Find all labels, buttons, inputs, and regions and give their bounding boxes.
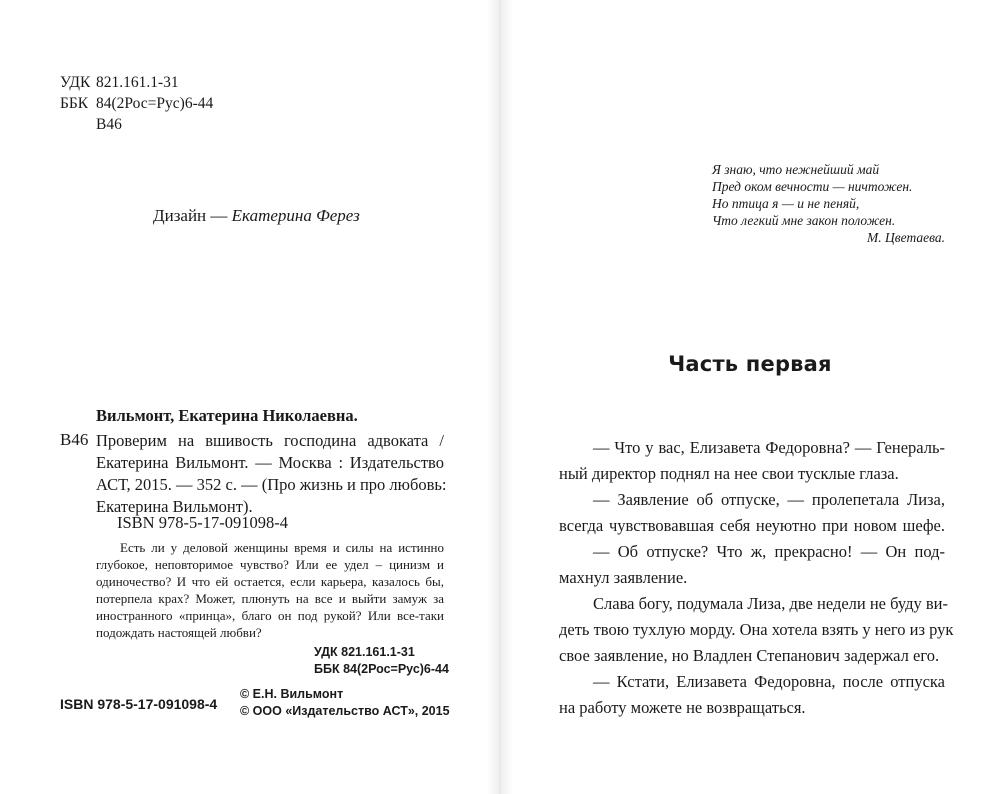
catalog-author: Вильмонт, Екатерина Николаевна. — [96, 406, 358, 425]
designer-name: Екатерина Ферез — [231, 206, 360, 225]
paragraph-line: — Кстати, Елизавета Федоровна, после отпуска — [593, 672, 945, 691]
epigraph-author: М. Цветаева. — [867, 230, 945, 245]
udk-value: 821.161.1-31 — [96, 74, 179, 91]
annotation-line: иностранного «принца», благо он под рукой? Или все-таки — [96, 608, 444, 623]
bbk-value: 84(2Рос=Рус)6-44 — [96, 95, 214, 112]
paragraph-line: — Об отпуске? Что ж, прекрасно! — Он под- — [593, 542, 945, 561]
copyright-author: © Е.Н. Вильмонт — [240, 687, 344, 701]
footer-codes — [314, 644, 449, 678]
isbn-line: ISBN 978-5-17-091098-4 — [117, 513, 288, 532]
annotation-line: глубокое, неповторимое чувство? Или ее удел – цинизм и — [96, 557, 444, 572]
paragraph-line: на работу можете не возвращаться. — [559, 698, 806, 717]
bibliographic-description — [96, 430, 447, 518]
annotation-line: одиночество? И что ей остается, если карьера, казалось бы, — [96, 574, 444, 589]
copyright-publisher: © ООО «Издательство АСТ», 2015 — [240, 704, 450, 718]
udk-label: УДК — [60, 74, 91, 91]
paragraph-line: махнул заявление. — [559, 568, 688, 587]
biblio-line: Проверим на вшивость господина адвоката / — [96, 431, 444, 450]
paragraph-line: всегда чувствовавшая себя неуютно при новом шефе. — [559, 516, 945, 535]
epigraph-line: Пред оком вечности — ничтожен. — [712, 179, 913, 194]
paragraph-line: Слава богу, подумала Лиза, две недели не буду ви- — [593, 594, 948, 613]
chapter-heading: Часть первая — [668, 352, 832, 376]
paragraph-line: ный директор поднял на нее свои тусклые глаза. — [559, 464, 899, 483]
footer-bbk: ББК 84(2Рос=Рус)6-44 — [314, 662, 449, 676]
annotation-line: Есть ли у деловой женщины время и силы на истинно — [120, 540, 444, 555]
biblio-line: АСТ, 2015. — 352 с. — (Про жизнь и про любовь: — [96, 475, 447, 494]
annotation — [96, 539, 444, 641]
paragraph-line: — Заявление об отпуске, — пролепетала Лиза, — [593, 490, 945, 509]
paragraph-line: — Что у вас, Елизавета Федоровна? — Генераль- — [593, 438, 945, 457]
design-credit — [153, 206, 360, 226]
paragraph-line: свое заявление, но Владлен Степанович задержал его. — [559, 646, 940, 665]
design-prefix: Дизайн — — [153, 206, 228, 225]
classification-codes — [60, 72, 213, 135]
epigraph-line: Я знаю, что нежнейший май — [712, 162, 880, 177]
copyright-block — [240, 686, 450, 720]
epigraph-line: Но птица я — и не пеняй, — [712, 196, 860, 211]
bbk-label: ББК — [60, 95, 89, 112]
epigraph-line: Что легкий мне закон положен. — [712, 213, 896, 228]
right-page — [500, 0, 1000, 794]
biblio-line: Екатерина Вильмонт). — [96, 497, 253, 516]
author-code: В46 — [96, 116, 122, 133]
epigraph — [712, 161, 945, 246]
book-gutter — [486, 0, 514, 794]
annotation-line: подождать настоящей любви? — [96, 625, 262, 640]
footer-udk: УДК 821.161.1-31 — [314, 645, 415, 659]
body-text — [559, 435, 954, 721]
paragraph-line: деть твою тухлую морду. Она хотела взять у него из рук — [559, 620, 954, 639]
annotation-line: потерпела крах? Может, плюнуть на все и выйти замуж за — [96, 591, 444, 606]
catalog-code: В46 — [60, 430, 89, 449]
footer-isbn: ISBN 978-5-17-091098-4 — [60, 696, 218, 712]
biblio-line: Екатерина Вильмонт. — Москва : Издательство — [96, 453, 444, 472]
